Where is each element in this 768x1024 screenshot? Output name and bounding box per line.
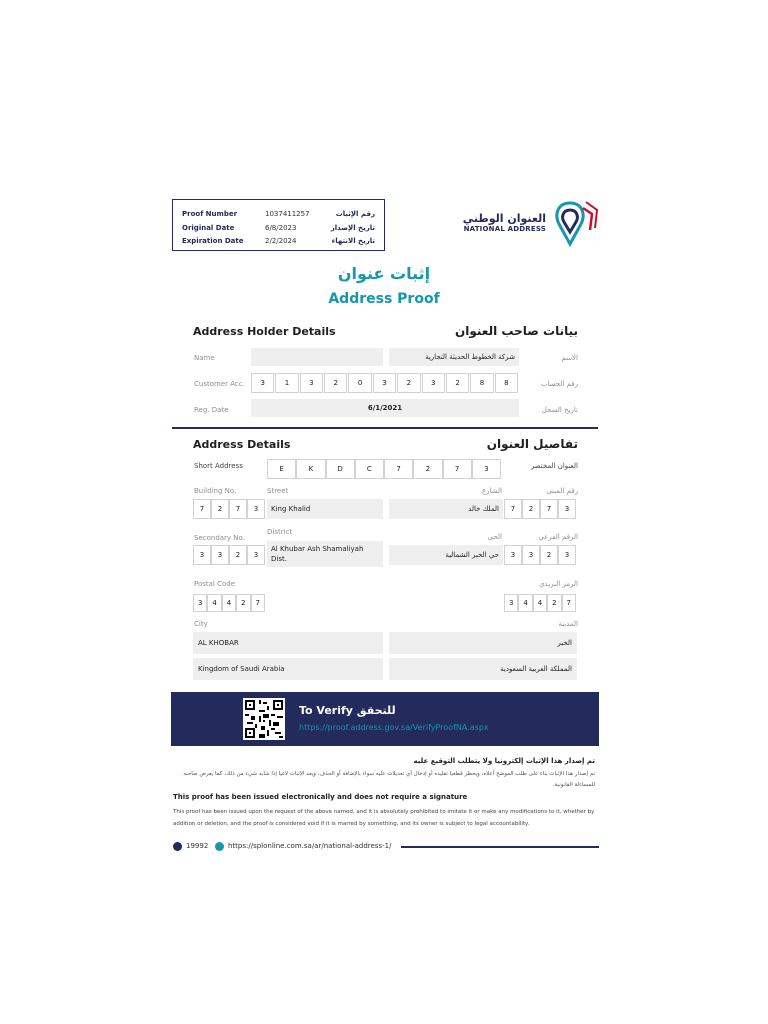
customer-acc-label: Customer Acc. bbox=[194, 380, 245, 388]
original-date-value: 6/8/2023 bbox=[265, 223, 297, 232]
title-ar: إثبات عنوان bbox=[337, 264, 431, 283]
postal-digit-cell: 4 bbox=[222, 594, 236, 612]
city-label: City bbox=[194, 620, 208, 628]
building-digits-ar bbox=[504, 499, 576, 519]
holder-heading-ar: بيانات صاحب العنوان bbox=[455, 324, 578, 338]
notice-body-ar: تم إصدار هذا الإثبات بناء على طلب الموضح أعلاه، ويحظر قطعيا تقليده أو إدخال أي تعديلات عليه سواء بالإضافة أو الحذف، ويعد الإثبات لاغيا إذا شابه شيء من ذلك، كما يعرض صاحبه للمساءلة القانونية. bbox=[183, 771, 595, 788]
notice-title-ar: تم إصدار هذا الإثبات إلكترونيا ولا يتطلب التوقيع عليه bbox=[413, 757, 595, 765]
postal-digit-cell: 4 bbox=[518, 594, 532, 612]
district-value-ar: حي الخبر الشمالية bbox=[389, 545, 503, 565]
proof-number-label-ar: رقم الإثبات bbox=[335, 210, 375, 218]
street-value-ar: الملك خالد bbox=[389, 499, 503, 519]
building-digit-cell: 7 bbox=[193, 499, 211, 519]
expiration-date-label: Expiration Date bbox=[182, 237, 244, 245]
acc-digit-cell: 3 bbox=[300, 373, 323, 393]
name-empty-cell bbox=[251, 348, 383, 366]
footer-link[interactable]: https://splonline.com.sa/ar/national-address-1/ bbox=[228, 842, 392, 850]
acc-digit-cell: 2 bbox=[446, 373, 469, 393]
short-address-char-cell: K bbox=[296, 459, 325, 479]
short-address-char-cell: 2 bbox=[413, 459, 442, 479]
name-value: شركة الخطوط الحديثة التجارية bbox=[389, 348, 519, 366]
district-label: District bbox=[267, 528, 293, 536]
street-label: Street bbox=[267, 487, 289, 495]
logo-text-en: NATIONAL ADDRESS bbox=[463, 225, 546, 233]
name-label-ar: الاسم bbox=[561, 354, 578, 362]
postal-digit-cell: 7 bbox=[562, 594, 576, 612]
notice-body-en: This proof has been issued upon the request of the above named, and it is absolutely prohibited to imitate it or make any modifications to it, whether by addition or deletion, and the proof is considered void if it is marred by something, and its owner is subject to legal accountability. bbox=[173, 809, 595, 827]
expiration-date-label-ar: تاريخ الانتهاء bbox=[331, 237, 375, 245]
building-label: Building No. bbox=[194, 487, 237, 495]
name-label: Name bbox=[194, 354, 215, 362]
postal-label-ar: الرمز البريدي bbox=[539, 580, 578, 588]
secondary-label: Secondary No. bbox=[194, 534, 245, 542]
expiration-date-value: 2/2/2024 bbox=[265, 237, 297, 245]
reg-date-value: 6/1/2021 bbox=[251, 399, 519, 417]
postal-digits bbox=[193, 594, 265, 612]
building-digits bbox=[193, 499, 265, 519]
building-digit-cell: 7 bbox=[504, 499, 522, 519]
proof-number-label: Proof Number bbox=[182, 210, 238, 218]
phone-icon bbox=[173, 842, 182, 851]
location-pin-icon bbox=[550, 200, 602, 250]
original-date-label: Original Date bbox=[182, 223, 235, 232]
short-address-label-ar: العنوان المختصر bbox=[530, 462, 578, 470]
secondary-digit-cell: 3 bbox=[558, 545, 576, 565]
secondary-digit-cell: 3 bbox=[522, 545, 540, 565]
postal-label: Postal Code bbox=[194, 580, 236, 588]
building-digit-cell: 7 bbox=[540, 499, 558, 519]
street-label-ar: الشارع bbox=[481, 487, 502, 495]
postal-digit-cell: 7 bbox=[251, 594, 265, 612]
verify-banner bbox=[171, 692, 599, 746]
building-digit-cell: 2 bbox=[211, 499, 229, 519]
city-value-en: AL KHOBAR bbox=[193, 632, 383, 654]
country-value-ar: المملكة العربية السعودية bbox=[389, 658, 577, 680]
footer bbox=[173, 841, 599, 853]
verify-title: To Verify للتحقق bbox=[299, 704, 396, 717]
postal-digits-ar bbox=[504, 594, 576, 612]
short-address-char-cell: 7 bbox=[384, 459, 413, 479]
district-value-en: Al Khubar Ash Shamaliyah Dist. bbox=[267, 541, 383, 567]
acc-digit-cell: 3 bbox=[251, 373, 274, 393]
secondary-digit-cell: 3 bbox=[211, 545, 229, 565]
qr-code-icon[interactable] bbox=[243, 698, 285, 740]
holder-heading-en: Address Holder Details bbox=[193, 325, 336, 338]
building-digit-cell: 3 bbox=[558, 499, 576, 519]
acc-digit-cell: 8 bbox=[470, 373, 493, 393]
acc-digit-cell: 1 bbox=[275, 373, 298, 393]
building-digit-cell: 7 bbox=[229, 499, 247, 519]
logo-text-ar: العنوان الوطني bbox=[462, 212, 546, 225]
reg-date-label: Reg. Date bbox=[194, 406, 229, 414]
acc-digit-cell: 2 bbox=[324, 373, 347, 393]
short-address-char-cell: D bbox=[326, 459, 355, 479]
short-address-char-cell: C bbox=[355, 459, 384, 479]
proof-info-box bbox=[172, 199, 385, 251]
postal-digit-cell: 2 bbox=[236, 594, 250, 612]
footer-line bbox=[401, 846, 599, 848]
address-heading-en: Address Details bbox=[193, 438, 291, 451]
customer-acc-label-ar: رقم الحساب bbox=[540, 380, 578, 388]
short-address-char-cell: 3 bbox=[472, 459, 501, 479]
footer-phone[interactable]: 19992 bbox=[186, 842, 209, 850]
address-heading-ar: تفاصيل العنوان bbox=[486, 437, 578, 451]
building-label-ar: رقم المبنى bbox=[546, 487, 578, 495]
secondary-label-ar: الرقم الفرعي bbox=[538, 533, 578, 541]
country-value-en: Kingdom of Saudi Arabia bbox=[193, 658, 383, 680]
acc-digit-cell: 3 bbox=[422, 373, 445, 393]
secondary-digit-cell: 2 bbox=[540, 545, 558, 565]
secondary-digit-cell: 3 bbox=[193, 545, 211, 565]
street-value-en: King Khalid bbox=[267, 499, 383, 519]
postal-digit-cell: 3 bbox=[193, 594, 207, 612]
secondary-digit-cell: 3 bbox=[504, 545, 522, 565]
building-digit-cell: 3 bbox=[247, 499, 265, 519]
secondary-digit-cell: 2 bbox=[229, 545, 247, 565]
postal-digit-cell: 2 bbox=[547, 594, 561, 612]
short-address-chars bbox=[267, 459, 501, 479]
notice-title-en: This proof has been issued electronically and does not require a signature bbox=[173, 793, 468, 801]
postal-digit-cell: 4 bbox=[533, 594, 547, 612]
postal-digit-cell: 4 bbox=[207, 594, 221, 612]
short-address-char-cell: E bbox=[267, 459, 296, 479]
original-date-label-ar: تاريخ الإصدار bbox=[330, 223, 375, 232]
building-digit-cell: 2 bbox=[522, 499, 540, 519]
web-icon bbox=[215, 842, 224, 851]
secondary-digits bbox=[193, 545, 265, 565]
short-address-char-cell: 7 bbox=[443, 459, 472, 479]
acc-digit-cell: 8 bbox=[495, 373, 518, 393]
national-address-logo bbox=[452, 200, 602, 250]
acc-digit-cell: 0 bbox=[348, 373, 371, 393]
acc-digit-cell: 2 bbox=[397, 373, 420, 393]
secondary-digits-ar bbox=[504, 545, 576, 565]
city-value-ar: الخبر bbox=[389, 632, 577, 654]
secondary-digit-cell: 3 bbox=[247, 545, 265, 565]
acc-digit-cell: 3 bbox=[373, 373, 396, 393]
city-label-ar: المدينة bbox=[558, 620, 578, 628]
section-divider bbox=[172, 427, 598, 429]
reg-date-label-ar: تاريخ السجل bbox=[541, 406, 578, 414]
proof-number-value: 1037411257 bbox=[265, 210, 310, 218]
title-en: Address Proof bbox=[328, 291, 440, 307]
verify-url[interactable]: https://proof.address.gov.sa/VerifyProofNA.aspx bbox=[299, 723, 489, 732]
district-label-ar: الحي bbox=[487, 533, 502, 541]
short-address-label: Short Address bbox=[194, 462, 243, 470]
customer-acc-digits bbox=[251, 373, 519, 393]
postal-digit-cell: 3 bbox=[504, 594, 518, 612]
